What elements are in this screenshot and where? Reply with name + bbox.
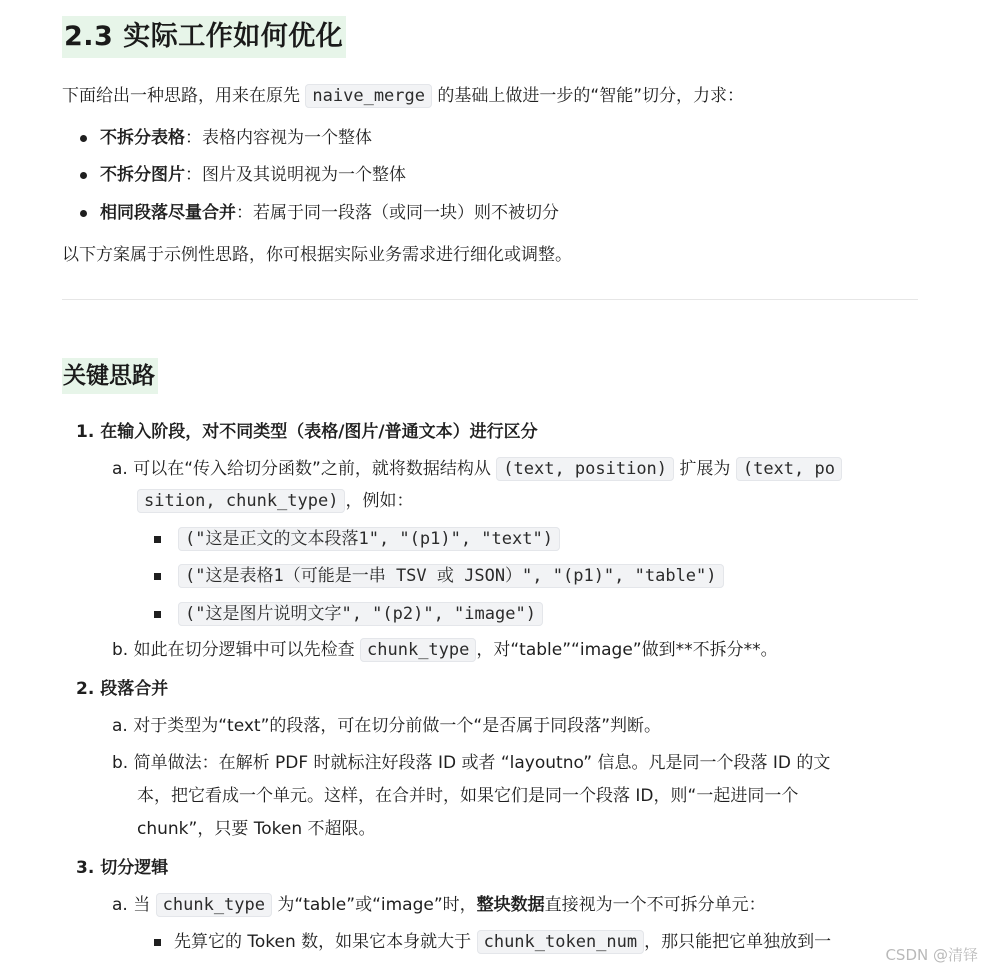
bullet-dot xyxy=(80,210,87,217)
list-number: 1. xyxy=(76,422,95,442)
list-item-2-title xyxy=(76,677,168,701)
bullet-bold: 不拆分图片 xyxy=(100,165,185,185)
inline-code-extended-tuple: (text, po xyxy=(736,457,842,481)
sub-text: 简单做法：在解析 PDF 时就标注好段落 ID 或者 “layoutno” 信息。凡是同一个段落 ID 的文 xyxy=(133,753,831,773)
list-title: 切分逻辑 xyxy=(100,858,169,878)
inline-code-example: ("这是图片说明文字", "(p2)", "image") xyxy=(178,602,543,626)
sub-text: ，那只能把它单独放到一 xyxy=(644,932,832,952)
list-item-1a-line2 xyxy=(137,489,413,513)
section-heading: 2.3 实际工作如何优化 xyxy=(62,16,346,58)
intro-paragraph xyxy=(62,84,744,108)
bullet-text: ：图片及其说明视为一个整体 xyxy=(185,165,406,185)
sub-text: ，对“table”“image”做到**不拆分**。 xyxy=(476,640,778,660)
inline-code-naive-merge: naive_merge xyxy=(305,84,432,108)
note-paragraph: 以下方案属于示例性思路，你可根据实际业务需求进行细化或调整。 xyxy=(62,245,572,265)
inline-code-text-position: (text, position) xyxy=(496,457,674,481)
list-item-3a xyxy=(112,893,766,917)
bullet-item-3 xyxy=(100,201,559,225)
list-item-3a-sub xyxy=(174,930,831,954)
sub-text: 当 xyxy=(133,895,151,915)
list-title: 段落合并 xyxy=(100,679,169,699)
subsection-heading: 关键思路 xyxy=(62,358,158,394)
list-number: 2. xyxy=(76,679,95,699)
square-bullet xyxy=(154,573,161,580)
bullet-item-2 xyxy=(100,163,406,187)
watermark: CSDN @清铎 xyxy=(885,946,978,964)
bullet-text: ：若属于同一段落（或同一块）则不被切分 xyxy=(236,203,559,223)
example-item-3 xyxy=(178,602,543,626)
list-item-2b-line3: chunk”，只要 Token 不超限。 xyxy=(137,819,376,839)
sub-label: a. xyxy=(112,716,128,736)
intro-text-before: 下面给出一种思路，用来在原先 xyxy=(62,86,300,106)
list-item-1-title xyxy=(76,420,538,444)
example-item-2 xyxy=(178,564,724,588)
square-bullet xyxy=(154,536,161,543)
bullet-bold: 不拆分表格 xyxy=(100,128,185,148)
horizontal-divider xyxy=(62,299,918,300)
bullet-dot xyxy=(80,135,87,142)
list-item-1a-line1 xyxy=(112,457,842,481)
sub-text: 对于类型为“text”的段落，可在切分前做一个“是否属于同段落”判断。 xyxy=(133,716,662,736)
square-bullet xyxy=(154,939,161,946)
list-number: 3. xyxy=(76,858,95,878)
sub-label: a. xyxy=(112,459,128,479)
bullet-item-1 xyxy=(100,126,372,150)
list-item-2b-line2: 本，把它看成一个单元。这样，在合并时，如果它们是同一个段落 ID，则“一起进同一个 xyxy=(137,786,799,806)
inline-code-example: ("这是正文的文本段落1", "(p1)", "text") xyxy=(178,527,560,551)
bullet-text: ：表格内容视为一个整体 xyxy=(185,128,372,148)
inline-code-extended-tuple-cont: sition, chunk_type) xyxy=(137,489,345,513)
sub-text: 可以在“传入给切分函数”之前，就将数据结构从 xyxy=(133,459,491,479)
sub-text: 扩展为 xyxy=(679,459,731,479)
sub-text: 直接视为一个不可拆分单元： xyxy=(544,895,766,915)
list-item-1b xyxy=(112,638,778,662)
example-item-1 xyxy=(178,527,560,551)
bullet-bold: 相同段落尽量合并 xyxy=(100,203,236,223)
sub-label: b. xyxy=(112,640,129,660)
inline-code-chunk-type: chunk_type xyxy=(156,893,272,917)
bold-text: 整块数据 xyxy=(476,895,545,915)
bullet-dot xyxy=(80,172,87,179)
inline-code-chunk-type: chunk_type xyxy=(360,638,476,662)
sub-text: 如此在切分逻辑中可以先检查 xyxy=(133,640,355,660)
list-item-2b-line1 xyxy=(112,751,830,775)
square-bullet xyxy=(154,611,161,618)
intro-text-after: 的基础上做进一步的“智能”切分，力求： xyxy=(437,86,745,106)
inline-code-example: ("这是表格1（可能是一串 TSV 或 JSON）", "(p1)", "table") xyxy=(178,564,724,588)
sub-text: ，例如： xyxy=(345,491,414,511)
list-title: 在输入阶段，对不同类型（表格/图片/普通文本）进行区分 xyxy=(100,422,538,442)
sub-label: a. xyxy=(112,895,128,915)
list-item-3-title xyxy=(76,856,168,880)
sub-text: 先算它的 Token 数，如果它本身就大于 xyxy=(174,932,472,952)
sub-label: b. xyxy=(112,753,129,773)
inline-code-chunk-token-num: chunk_token_num xyxy=(477,930,645,954)
list-item-2a xyxy=(112,714,661,738)
sub-text: 为“table”或“image”时， xyxy=(277,895,477,915)
